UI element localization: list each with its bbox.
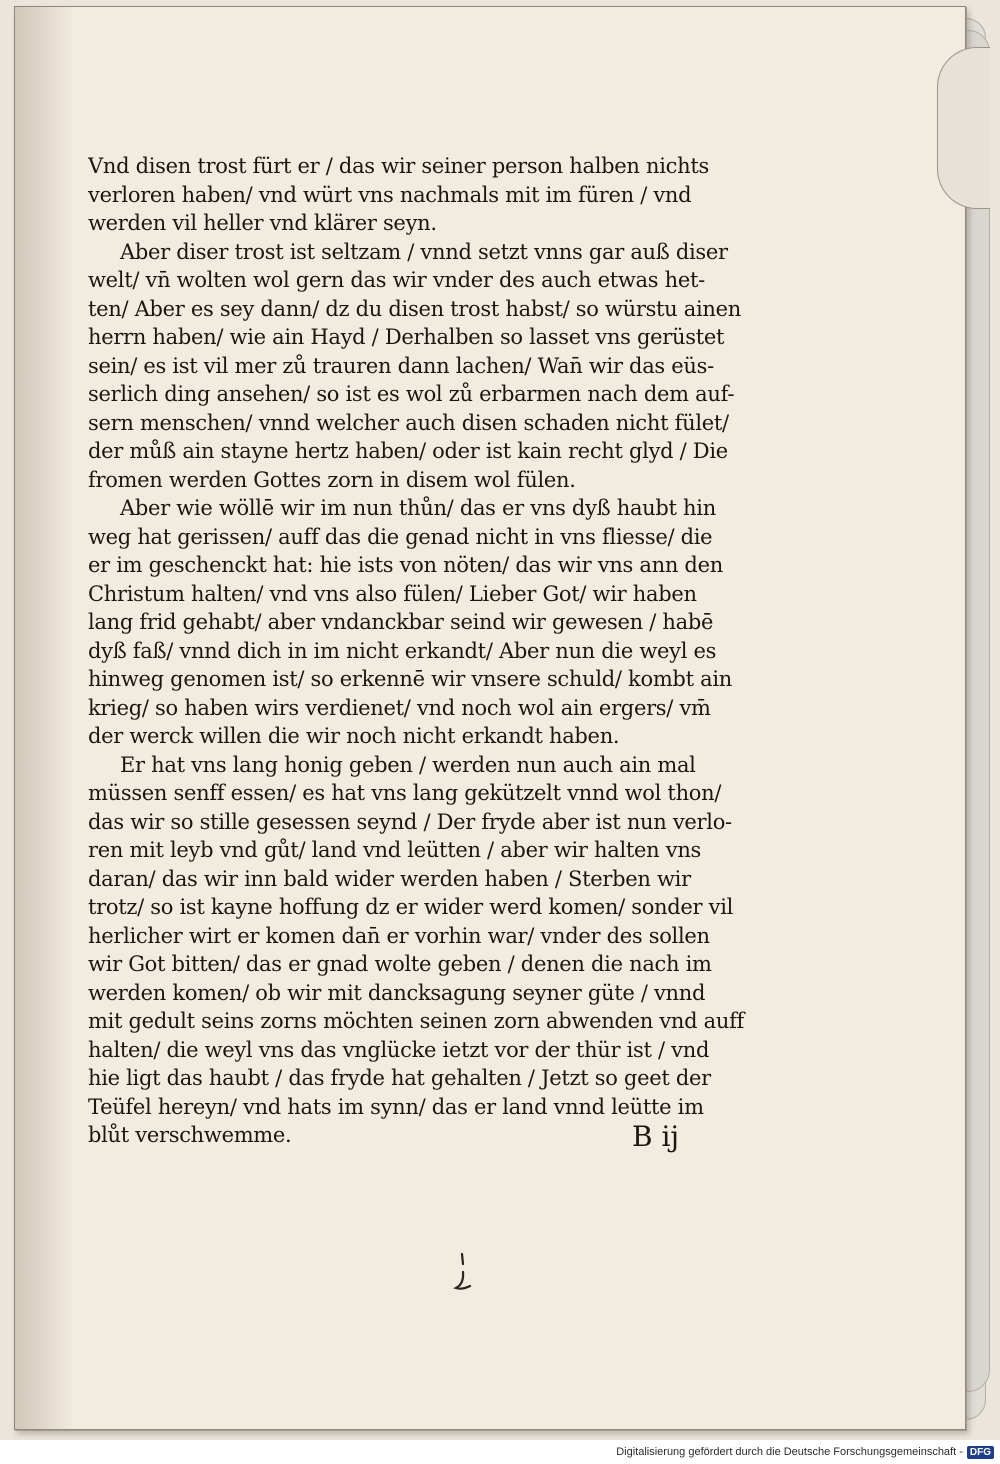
signature-mark: B ij bbox=[632, 1120, 680, 1153]
text-line: werden komen/ ob wir mit dancksagung seyner güte / vnnd bbox=[88, 980, 706, 1005]
text-line: Aber diser trost ist seltzam / vnnd setzt vnns gar auß diser bbox=[120, 239, 728, 264]
text-line: halten/ die weyl vns das vnglücke ietzt vor der thür ist / vnd bbox=[88, 1037, 710, 1062]
footer-bar bbox=[0, 1440, 1000, 1464]
text-line: blůt verschwemme. bbox=[88, 1123, 292, 1147]
text-line: fromen werden Gottes zorn in disem wol fülen. bbox=[88, 467, 576, 492]
text-line: herrn haben/ wie ain Hayd / Derhalben so lasset vns gerüstet bbox=[88, 325, 725, 349]
text-line: das wir so stille gesessen seynd / Der fryde aber ist nun verlo- bbox=[88, 809, 732, 834]
text-line: weg hat gerissen/ auff das die genad nicht in vns fliesse/ die bbox=[88, 524, 713, 549]
text-line: sern menschen/ vnnd welcher auch disen schaden nicht fület/ bbox=[88, 410, 729, 435]
page-text-block bbox=[88, 152, 748, 1150]
text-line: verloren haben/ vnd würt vns nachmals mit im füren / vnd bbox=[88, 182, 692, 207]
text-line: Aber wie wöllē wir im nun thůn/ das er vns dyß haubt hin bbox=[120, 496, 716, 520]
text-line: ren mit leyb vnd gůt/ land vnd leütten / aber wir halten vns bbox=[88, 838, 702, 862]
text-line: hie ligt das haubt / das fryde hat gehalten / Jetzt so geet der bbox=[88, 1066, 711, 1090]
text-line: werden vil heller vnd klärer seyn. bbox=[88, 211, 437, 235]
text-line: krieg/ so haben wirs verdienet/ vnd noch wol ain ergers/ vm̄ bbox=[88, 695, 711, 720]
text-line: müssen senff essen/ es hat vns lang gekützelt vnnd wol thon/ bbox=[88, 781, 722, 805]
text-line: herlicher wirt er komen dan̄ er vorhin war/ vnder des sollen bbox=[88, 923, 710, 948]
page-curl bbox=[937, 47, 990, 209]
text-line: sein/ es ist vil mer zů trauren dann lachen/ Wan̄ wir das eüs- bbox=[88, 353, 714, 378]
text-line: welt/ vn̄ wolten wol gern das wir vnder des auch etwas het- bbox=[88, 268, 705, 292]
text-line: dyß faß/ vnnd dich in im nicht erkandt/ Aber nun die weyl es bbox=[88, 638, 717, 663]
text-line: daran/ das wir inn bald wider werden haben / Sterben wir bbox=[88, 866, 691, 891]
dfg-logo[interactable]: DFG bbox=[967, 1446, 994, 1459]
text-line: lang frid gehabt/ aber vndanckbar seind wir gewesen / habē bbox=[88, 610, 714, 634]
text-line: der werck willen die wir noch nicht erkandt haben. bbox=[88, 724, 620, 748]
text-line: trotz/ so ist kayne hoffung dz er wider werd komen/ sonder vil bbox=[88, 895, 734, 919]
text-line: Teüfel hereyn/ vnd hats im synn/ das er land vnnd leütte im bbox=[88, 1094, 704, 1119]
text-line: ten/ Aber es sey dann/ dz du disen trost habst/ so würstu ainen bbox=[88, 296, 741, 321]
text-line: hinweg genomen ist/ so erkennē wir vnsere schuld/ kombt ain bbox=[88, 667, 732, 691]
text-line: mit gedult seins zorns möchten seinen zorn abwenden vnd auff bbox=[88, 1009, 745, 1033]
text-line: der můß ain stayne hertz haben/ oder ist kain recht glyd / Die bbox=[88, 439, 728, 463]
text-line: Christum halten/ vnd vns also fülen/ Lieber Got/ wir haben bbox=[88, 581, 697, 606]
text-line: Er hat vns lang honig geben / werden nun auch ain mal bbox=[120, 752, 696, 777]
text-line: er im geschenckt hat: hie ists von nöten/ das wir vns ann den bbox=[88, 553, 723, 577]
footer-credit: Digitalisierung gefördert durch die Deutsche Forschungsgemeinschaft - bbox=[616, 1446, 963, 1458]
page-stack-edge bbox=[962, 30, 990, 1392]
text-line: wir Got bitten/ das er gnad wolte geben / denen die nach im bbox=[88, 952, 712, 976]
ink-mark-icon bbox=[448, 1252, 474, 1292]
text-line: serlich ding ansehen/ so ist es wol zů erbarmen nach dem auf- bbox=[88, 382, 735, 406]
text-line: Vnd disen trost fürt er / das wir seiner person halben nichts bbox=[88, 154, 709, 178]
